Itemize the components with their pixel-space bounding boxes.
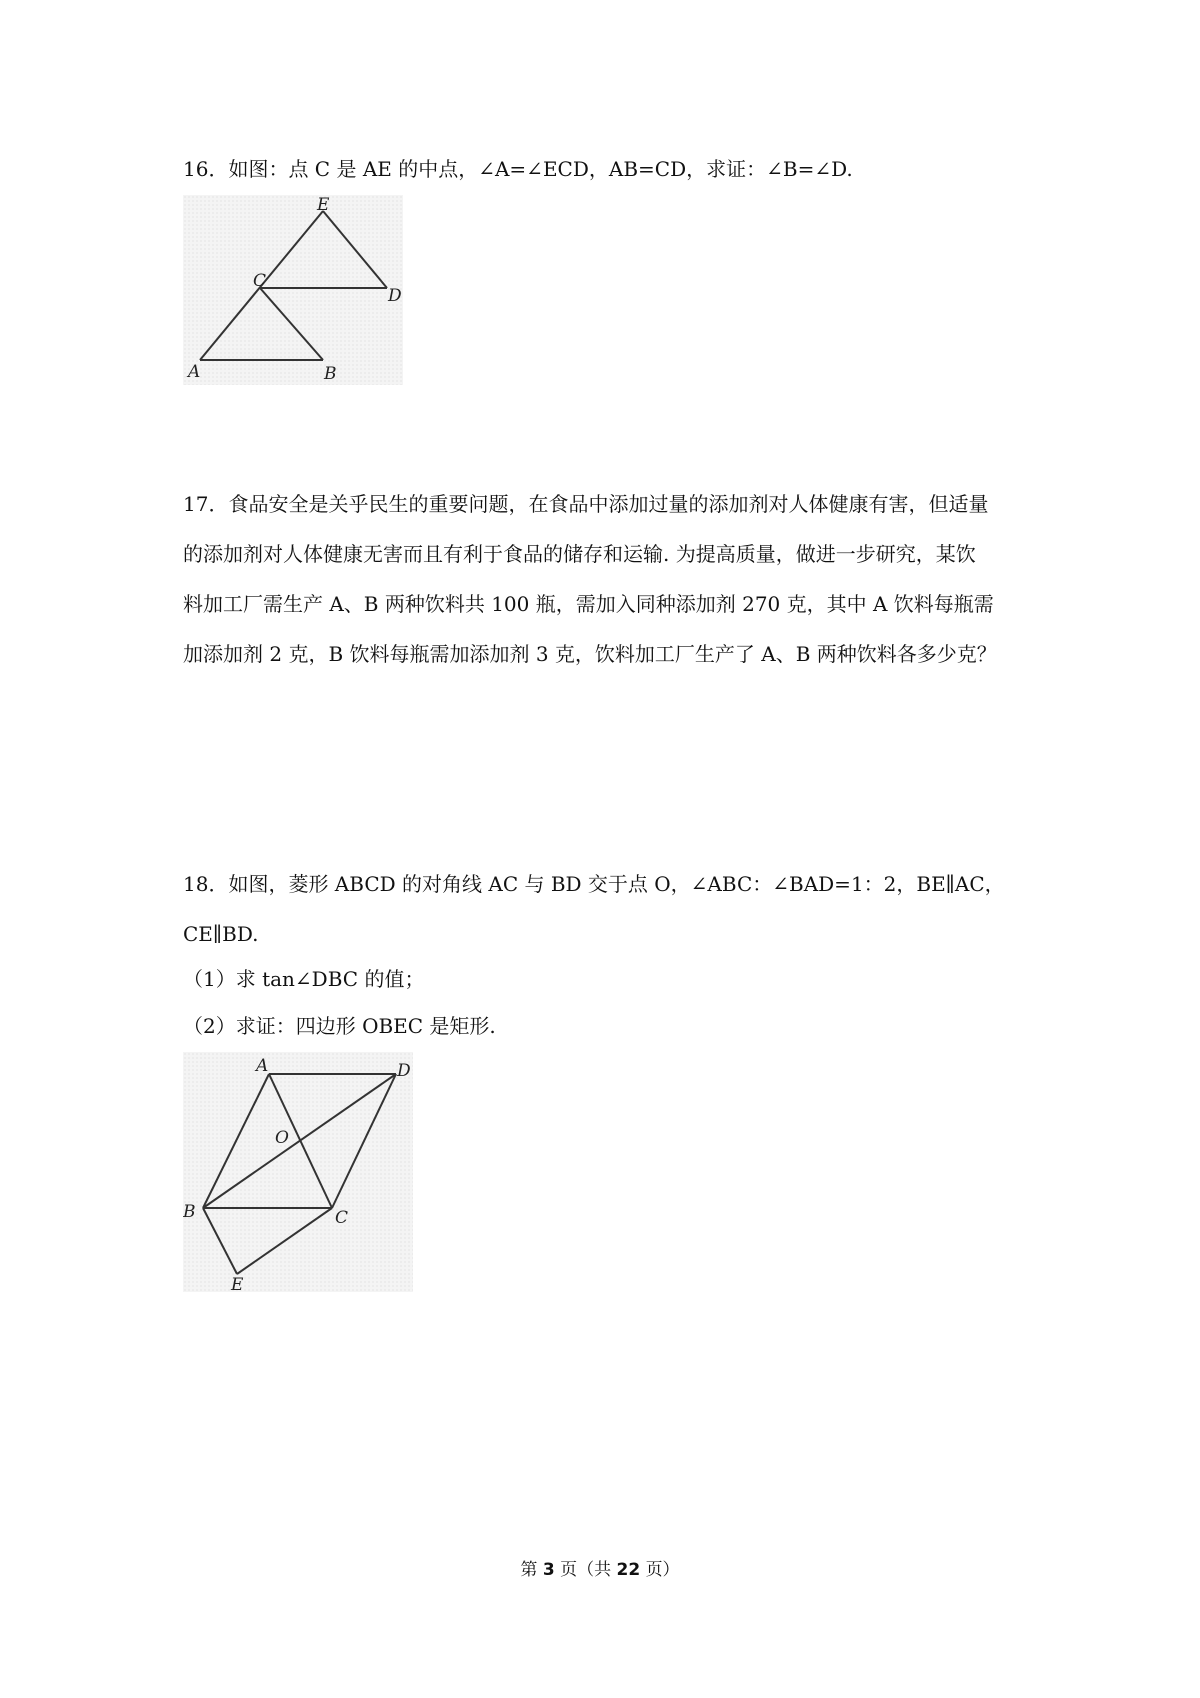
label-c: C [335, 1208, 349, 1228]
footer-total-pages: 22 [616, 1560, 641, 1580]
segment-cd [332, 1074, 396, 1208]
q18-part-2: （2）求证：四边形 OBEC 是矩形. [183, 1014, 496, 1038]
footer-suffix: 页） [645, 1560, 680, 1580]
q17-line-2: 的添加剂对人体健康无害而且有利于食品的储存和运输. 为提高质量，做进一步研究，某饮 [183, 542, 976, 566]
segment-be [203, 1208, 237, 1274]
label-e: E [231, 1275, 244, 1292]
label-a: A [188, 362, 201, 382]
label-o: O [275, 1128, 289, 1148]
q18-figure [183, 1052, 413, 1292]
q16-figure [183, 195, 403, 385]
label-b: B [183, 1202, 196, 1222]
label-e: E [317, 195, 330, 215]
q18-part-1: （1）求 tan∠DBC 的值； [183, 967, 425, 991]
label-d: D [388, 286, 402, 306]
q17-line-3: 料加工厂需生产 A、B 两种饮料共 100 瓶，需加入同种添加剂 270 克，其中 A 饮料每瓶需 [183, 592, 994, 616]
page-footer [0, 1558, 1200, 1582]
q18-line-1: 18．如图，菱形 ABCD 的对角线 AC 与 BD 交于点 O，∠ABC：∠BAD=1：2，BE∥AC， [183, 872, 1005, 896]
diagonal-bd [203, 1074, 396, 1208]
q17-line-1: 17．食品安全是关乎民生的重要问题，在食品中添加过量的添加剂对人体健康有害，但适量 [183, 492, 989, 516]
label-c: C [253, 271, 267, 291]
segment-cb [260, 288, 323, 360]
label-d: D [397, 1061, 411, 1081]
q18-line-2: CE∥BD. [183, 922, 259, 946]
footer-page-number: 3 [542, 1560, 555, 1580]
segment-ab [203, 1074, 269, 1208]
q16-text: 16．如图：点 C 是 AE 的中点，∠A=∠ECD，AB=CD，求证：∠B=∠D. [183, 157, 853, 181]
label-a: A [256, 1056, 269, 1076]
segment-ec [237, 1208, 332, 1274]
segment-ed [323, 211, 387, 288]
footer-prefix: 第 [520, 1560, 538, 1580]
q17-line-4: 加添加剂 2 克，B 饮料每瓶需加添加剂 3 克，饮料加工厂生产了 A、B 两种饮料各多少克？ [183, 642, 997, 666]
label-b: B [324, 364, 337, 384]
footer-middle: 页（共 [560, 1560, 612, 1580]
